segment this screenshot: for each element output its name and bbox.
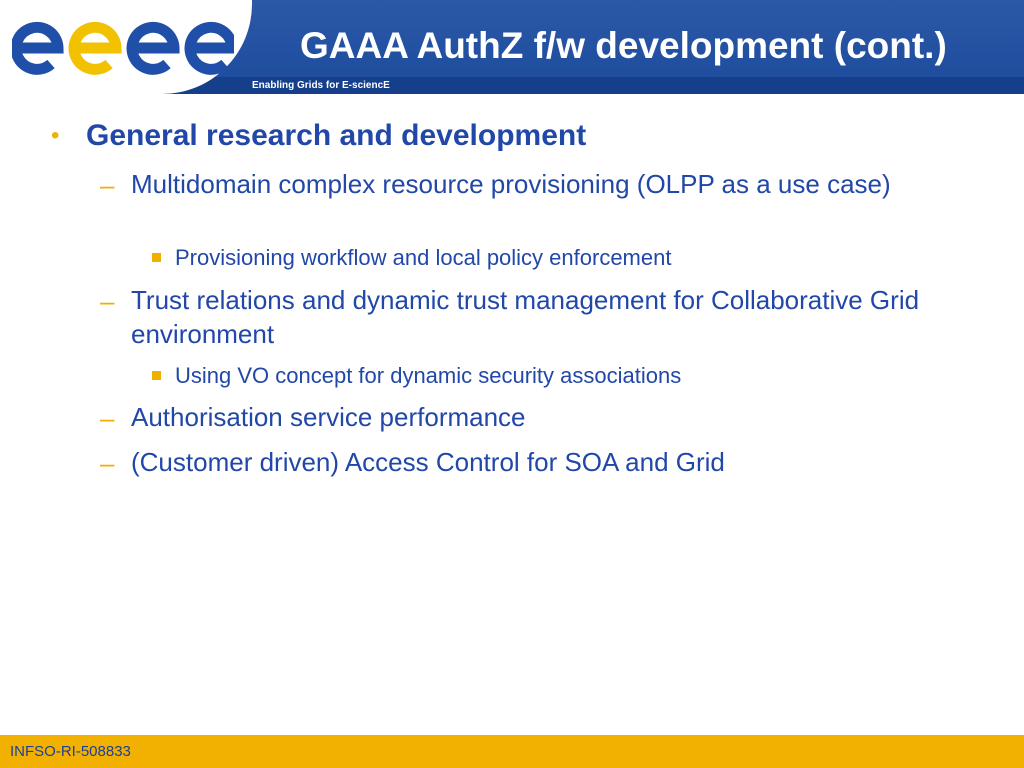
square-bullet <box>152 371 161 380</box>
tagline: Enabling Grids for E-sciencE <box>252 80 390 91</box>
egee-logo <box>12 12 234 82</box>
dash-bullet: – <box>100 286 115 316</box>
square-bullet <box>152 253 161 262</box>
footer-text: INFSO-RI-508833 <box>10 743 131 760</box>
list-item: Trust relations and dynamic trust management for Collaborative Grid environment <box>131 285 920 349</box>
list-item: Using VO concept for dynamic security associations <box>175 363 682 388</box>
dash-bullet: – <box>100 403 115 433</box>
footer-bar <box>0 735 1024 768</box>
dash-bullet: – <box>100 448 115 478</box>
list-item: Provisioning workflow and local policy enforcement <box>175 245 672 270</box>
list-item: Multidomain complex resource provisioning (OLPP as a use case) <box>131 169 891 199</box>
bullet-dot: • <box>51 122 60 149</box>
section-heading: General research and development <box>86 119 587 152</box>
list-item: (Customer driven) Access Control for SOA and Grid <box>131 447 725 477</box>
slide-title: GAAA AuthZ f/w development (cont.) <box>300 25 947 66</box>
dash-bullet: – <box>100 170 115 200</box>
logo-area <box>0 0 252 94</box>
list-item: Authorisation service performance <box>131 402 526 432</box>
